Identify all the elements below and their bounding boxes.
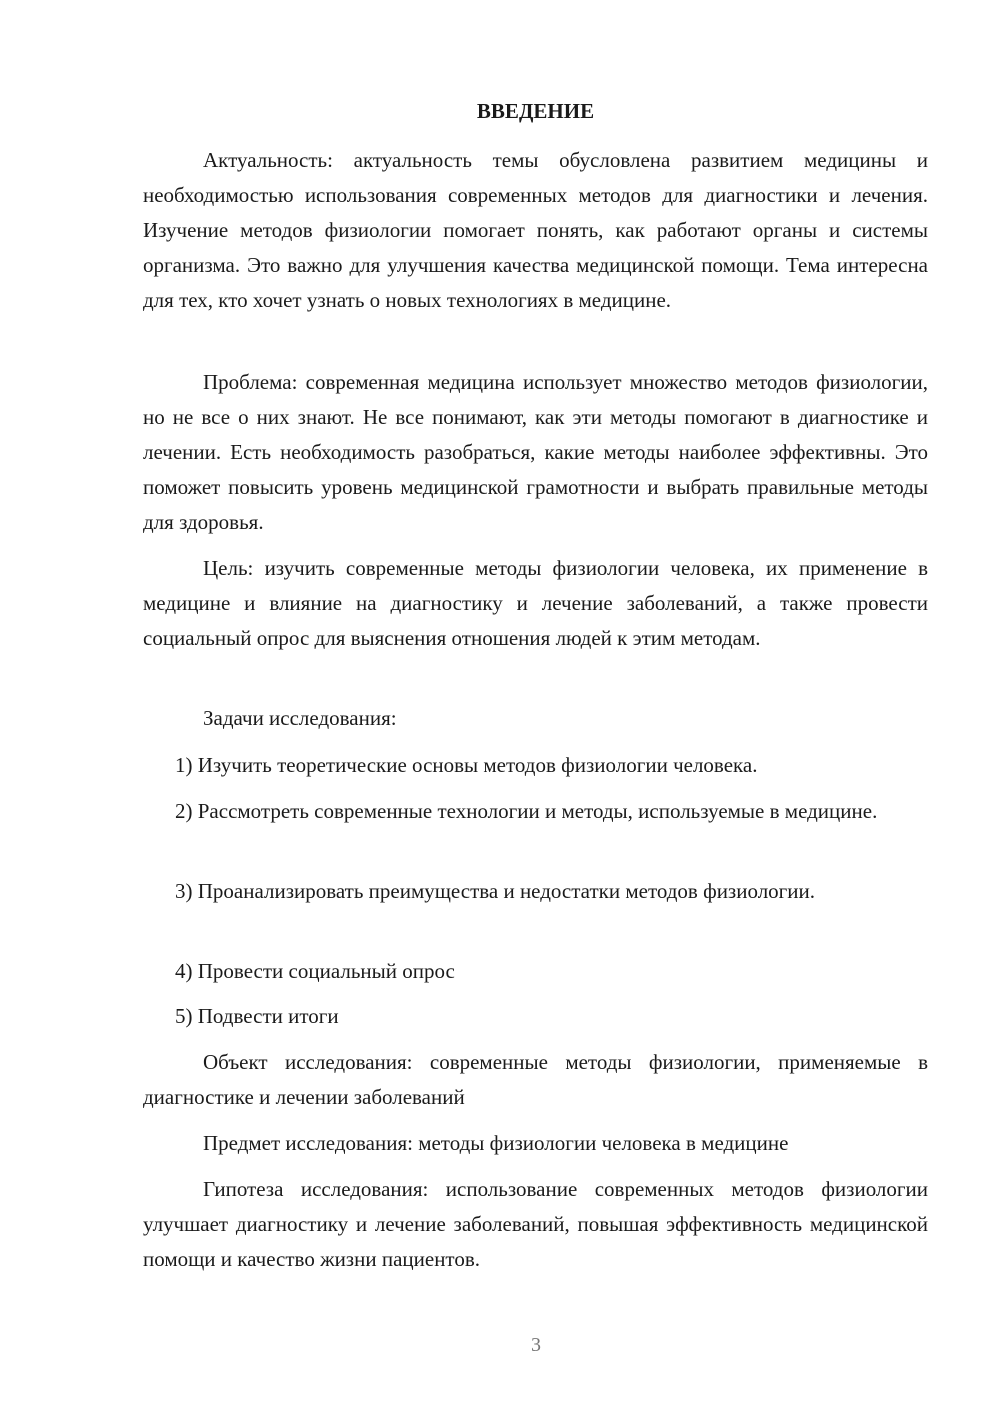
list-item: 3) Проанализировать преимущества и недостатки методов физиологии. (175, 879, 816, 903)
list-item: 5) Подвести итоги (175, 1004, 339, 1028)
paragraph-relevance: Актуальность: актуальность темы обусловлена развитием медицины и необходимостью использования современных методов для диагностики и лечения. Изучение методов физиологии помогает понять, как работают органы и системы организма. Это важно для улучшения качества медицинской помощи. Тема интересна для тех, кто хочет узнать о новых технологиях в медицине. (143, 148, 928, 312)
list-item: 2) Рассмотреть современные технологии и методы, используемые в медицине. (175, 799, 878, 823)
list-item: 1) Изучить теоретические основы методов физиологии человека. (175, 753, 758, 777)
list-item: 4) Провести социальный опрос (175, 959, 455, 983)
page-number: 3 (531, 1334, 541, 1356)
paragraph-goal: Цель: изучить современные методы физиологии человека, их применение в медицине и влияние на диагностику и лечение заболеваний, а также провести социальный опрос для выяснения отношения людей к этим методам. (143, 556, 928, 650)
paragraph-problem: Проблема: современная медицина использует множество методов физиологии, но не все о них знают. Не все понимают, как эти методы помогают в диагностике и лечении. Есть необходимость разобраться, какие методы наиболее эффективны. Это поможет повысить уровень медицинской грамотности и выбрать правильные методы для здоровья. (143, 370, 928, 534)
section-heading: ВВЕДЕНИЕ (476, 99, 595, 123)
paragraph-object: Объект исследования: современные методы физиологии, применяемые в диагностике и лечении заболеваний (143, 1050, 928, 1109)
tasks-heading: Задачи исследования: (203, 706, 397, 730)
paragraph-hypothesis: Гипотеза исследования: использование современных методов физиологии улучшает диагностику и лечение заболеваний, повышая эффективность медицинской помощи и качество жизни пациентов. (143, 1177, 928, 1271)
paragraph-subject: Предмет исследования: методы физиологии человека в медицине (203, 1131, 789, 1155)
